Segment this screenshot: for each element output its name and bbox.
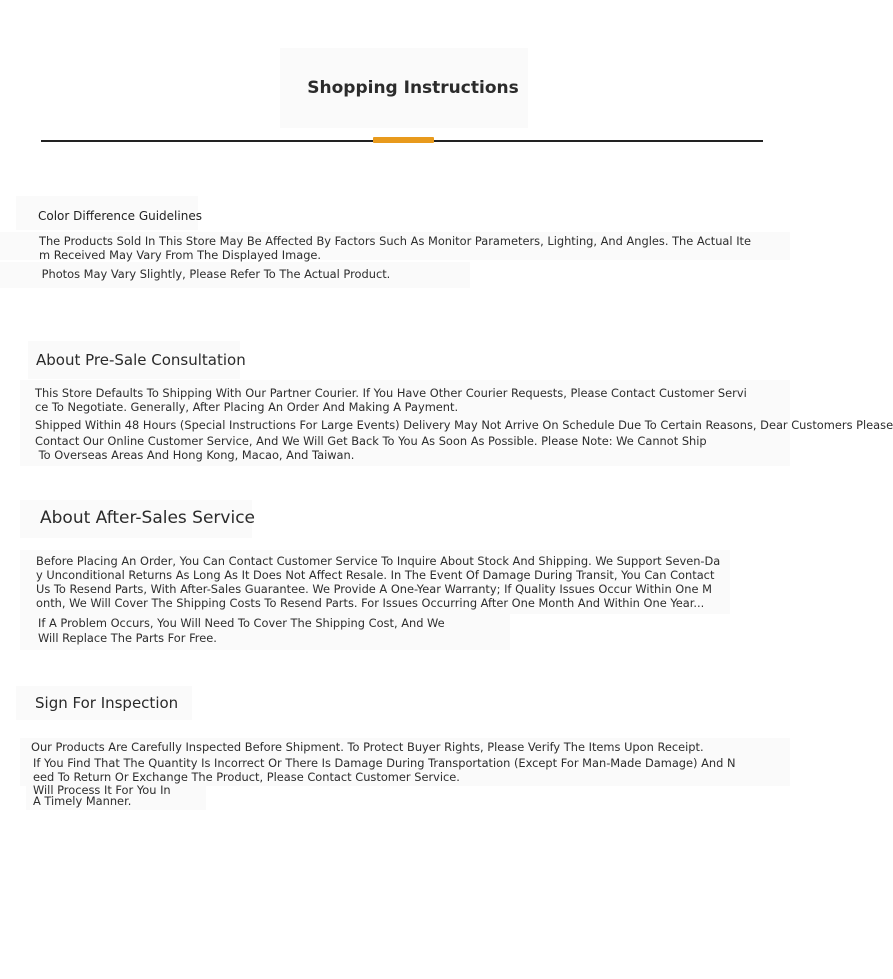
- section-heading: About Pre-Sale Consultation: [36, 351, 246, 369]
- section-text-line: Us To Resend Parts, With After-Sales Guarantee. We Provide A One-Year Warranty; If Quality Issues Occur Within One M: [36, 582, 712, 596]
- section-heading: About After-Sales Service: [40, 508, 256, 528]
- section-text-line: y Unconditional Returns As Long As It Does Not Affect Resale. In The Event Of Damage During Transit, You Can Contact: [36, 568, 715, 582]
- section-text-line: To Overseas Areas And Hong Kong, Macao, And Taiwan.: [35, 448, 355, 462]
- section-text-line: Will Replace The Parts For Free.: [38, 631, 217, 645]
- section-text-line: ce To Negotiate. Generally, After Placing An Order And Making A Payment.: [35, 400, 459, 414]
- page-title: Shopping Instructions: [307, 78, 519, 98]
- section-text-line: A Timely Manner.: [33, 794, 132, 808]
- section-text-line: eed To Return Or Exchange The Product, Please Contact Customer Service.: [33, 770, 460, 784]
- section-text-line: Shipped Within 48 Hours (Special Instructions For Large Events) Delivery May Not Arrive On Schedule Due To Certain Reasons, Dear Customers Please: [35, 418, 893, 432]
- section-text-line: Our Products Are Carefully Inspected Before Shipment. To Protect Buyer Rights, Please Verify The Items Upon Receipt.: [31, 740, 704, 754]
- section-text-line: onth, We Will Cover The Shipping Costs To Resend Parts. For Issues Occurring After One Month And Within One Year...: [36, 596, 705, 610]
- section-text-line: Contact Our Online Customer Service, And We Will Get Back To You As Soon As Possible. Please Note: We Cannot Ship: [35, 434, 707, 448]
- section-text-line: This Store Defaults To Shipping With Our Partner Courier. If You Have Other Courier Requests, Please Contact Customer Servi: [35, 386, 747, 400]
- section-text-line: Will Process It For You In: [33, 783, 171, 797]
- section-heading: Sign For Inspection: [35, 694, 179, 712]
- title-divider-accent: [373, 137, 434, 143]
- section-text-line: m Received May Vary From The Displayed Image.: [39, 248, 322, 262]
- section-text-line: The Products Sold In This Store May Be Affected By Factors Such As Monitor Parameters, Lighting, And Angles. The Actual Ite: [39, 234, 752, 248]
- section-text-line: If You Find That The Quantity Is Incorrect Or There Is Damage During Transportation (Except For Man-Made Damage) And N: [33, 756, 736, 770]
- section-text-line: Photos May Vary Slightly, Please Refer To The Actual Product.: [38, 267, 391, 281]
- section-text-line: Before Placing An Order, You Can Contact Customer Service To Inquire About Stock And Shipping. We Support Seven-Da: [36, 554, 721, 568]
- section-heading: Color Difference Guidelines: [38, 209, 202, 223]
- section-text-line: If A Problem Occurs, You Will Need To Cover The Shipping Cost, And We: [38, 616, 445, 630]
